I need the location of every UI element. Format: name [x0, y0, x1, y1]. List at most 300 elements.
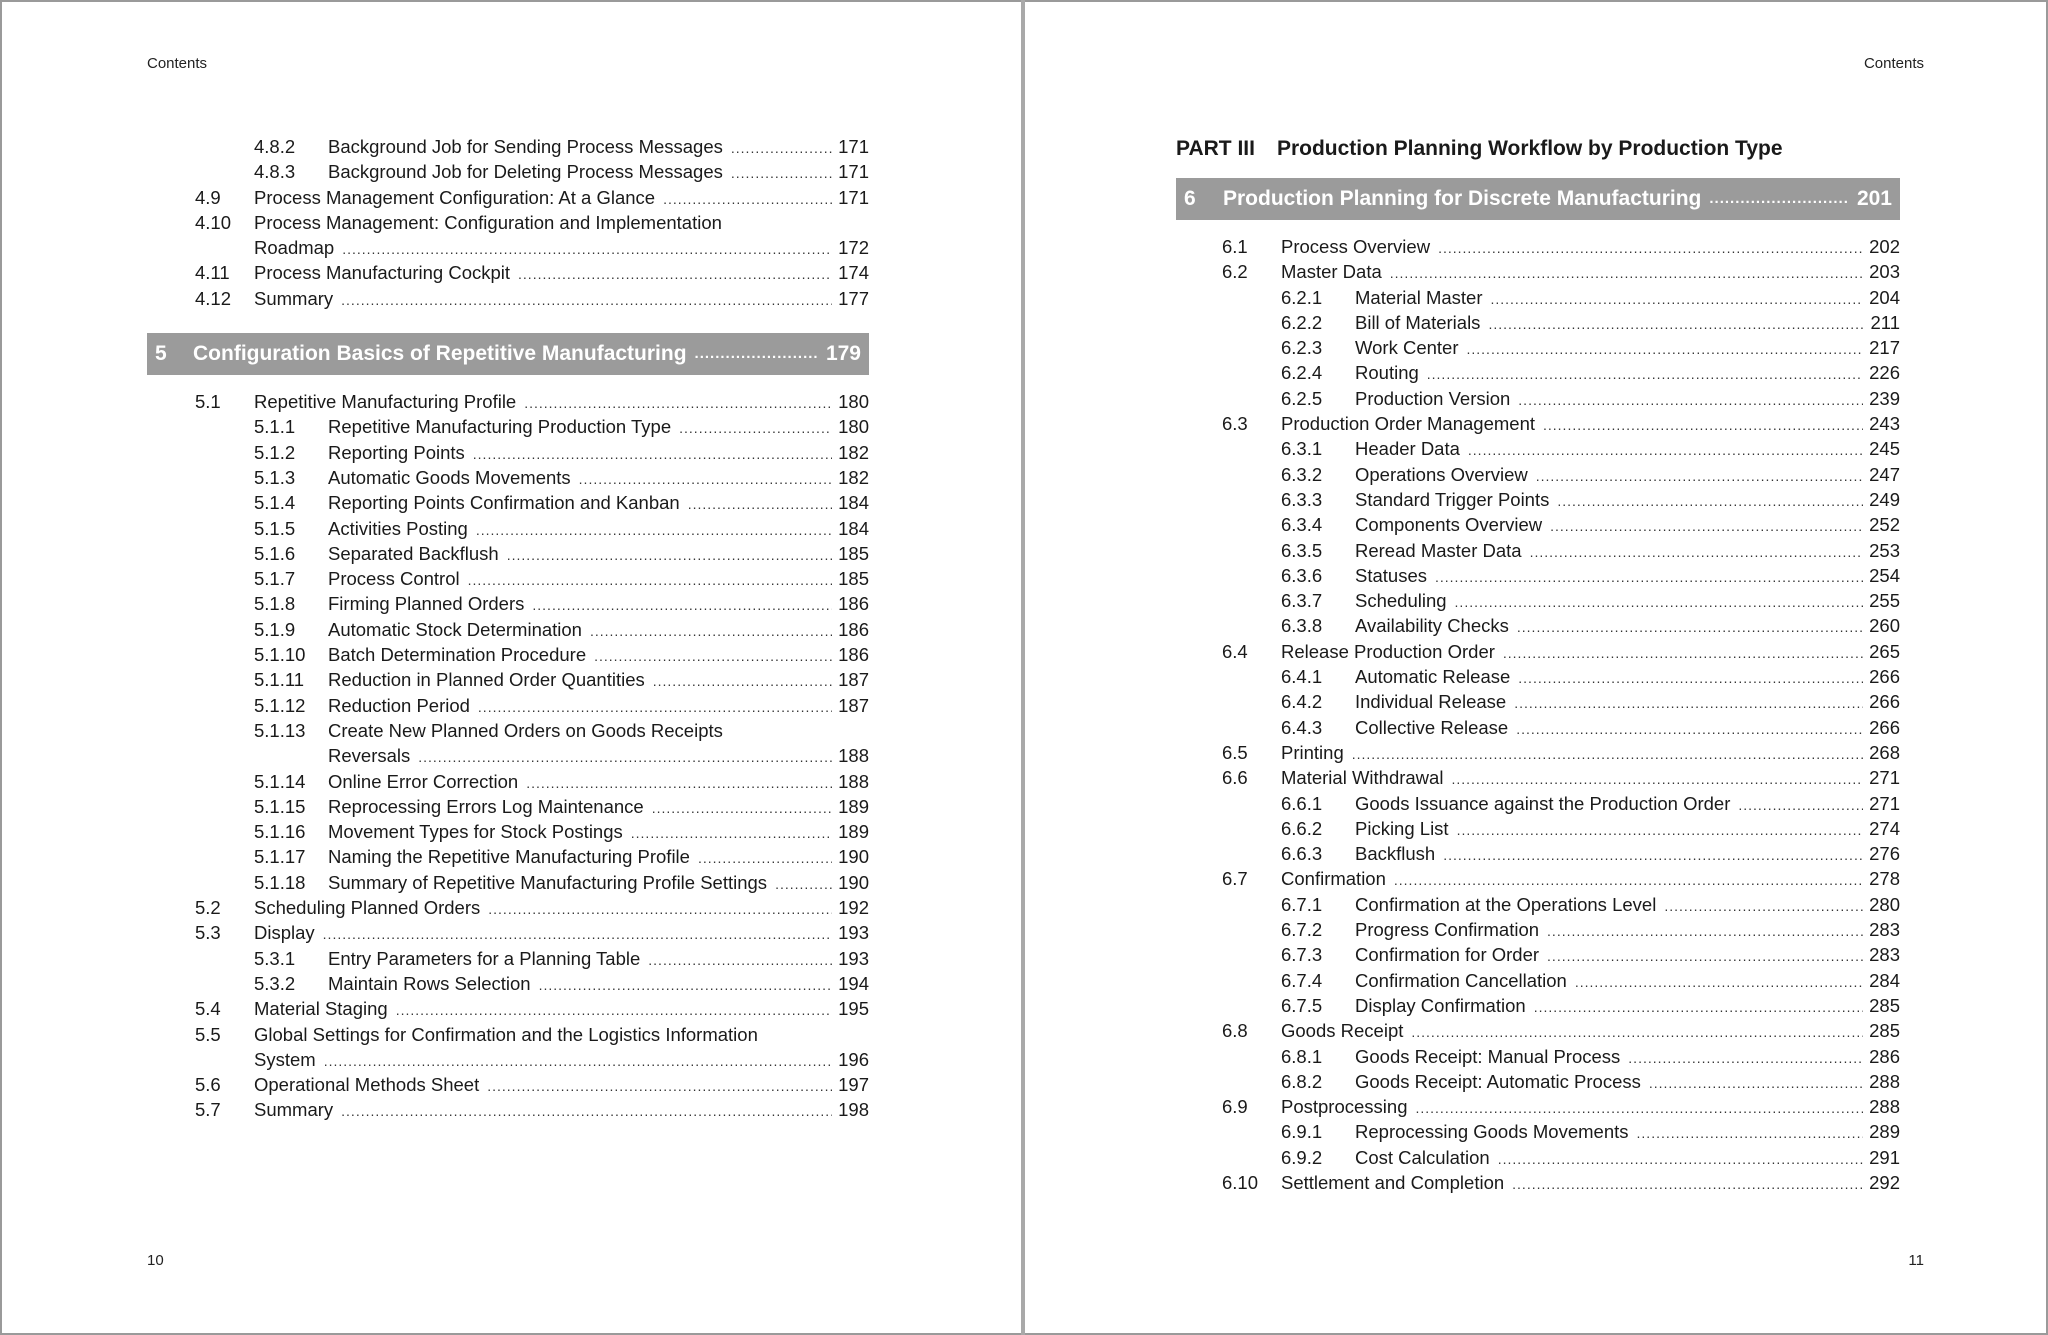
entry-page: 255 — [1869, 590, 1900, 612]
entry-number: 6.6 — [1222, 767, 1248, 789]
dot-leader — [1637, 1121, 1864, 1146]
entry-page: 266 — [1869, 666, 1900, 688]
entry-page: 203 — [1869, 261, 1900, 283]
entry-title: Goods Receipt: Automatic Process — [1355, 1070, 1641, 1092]
entry-number: 5.4 — [195, 998, 221, 1020]
entry-number: 4.11 — [195, 262, 230, 284]
dot-leader — [1557, 489, 1863, 514]
dot-leader — [1443, 843, 1863, 868]
part-label: PART III — [1176, 137, 1255, 160]
chapter-number: 5 — [155, 342, 167, 366]
entry-title: Process Management Configuration: At a Glance — [254, 186, 656, 208]
toc-entry[interactable] — [1176, 613, 1900, 638]
entry-page: 266 — [1869, 691, 1900, 713]
dot-leader — [532, 593, 832, 618]
entry-number: 6.9.1 — [1281, 1121, 1323, 1143]
toc-entry[interactable] — [147, 844, 869, 869]
entry-page: 265 — [1869, 640, 1900, 662]
page-number: 11 — [1908, 1252, 1924, 1269]
entry-page: 292 — [1869, 1171, 1900, 1193]
toc-entry[interactable] — [1176, 436, 1900, 461]
entry-title: Separated Backflush — [328, 542, 499, 564]
dot-leader — [539, 973, 833, 998]
entry-title: Routing — [1355, 362, 1419, 384]
entry-number: 5.1.9 — [254, 618, 296, 640]
toc-entry[interactable] — [1176, 1044, 1900, 1069]
entry-number: 6.6.2 — [1281, 817, 1323, 839]
entry-number: 6.4.3 — [1281, 716, 1323, 738]
entry-title: Operational Methods Sheet — [254, 1074, 480, 1096]
entry-title: Process Management: Configuration and Implementation — [254, 211, 722, 233]
entry-title: Online Error Correction — [328, 770, 519, 792]
toc-entry[interactable] — [147, 1072, 869, 1097]
entry-page: 226 — [1869, 362, 1900, 384]
toc-entry[interactable] — [147, 465, 869, 490]
left-page — [0, 0, 1023, 1335]
entry-page: 289 — [1869, 1121, 1900, 1143]
entry-number: 5.1.10 — [254, 644, 306, 666]
toc-entry[interactable] — [147, 1097, 869, 1122]
entry-number: 6.2.3 — [1281, 337, 1323, 359]
entry-title: Summary — [254, 1099, 334, 1121]
chapter-heading[interactable] — [1176, 178, 1900, 220]
dot-leader — [488, 897, 832, 922]
entry-page: 197 — [838, 1074, 869, 1096]
entry-page: 285 — [1869, 994, 1900, 1016]
toc-entry[interactable] — [147, 870, 869, 895]
entry-title: Activities Posting — [328, 517, 468, 539]
right-page — [1025, 0, 2048, 1335]
toc-entry[interactable] — [147, 210, 869, 235]
dot-leader — [652, 796, 832, 821]
chapter-title: Production Planning for Discrete Manufacturing — [1223, 187, 1702, 210]
dot-leader — [1738, 793, 1863, 818]
toc-entry[interactable] — [1176, 765, 1900, 790]
entry-page: 198 — [838, 1099, 869, 1121]
toc-left — [147, 134, 869, 1123]
toc-entry[interactable] — [147, 693, 869, 718]
dot-leader — [1390, 261, 1863, 286]
entry-number: 5.1.6 — [254, 542, 296, 564]
entry-number: 4.9 — [195, 186, 221, 208]
dot-leader — [1468, 438, 1863, 463]
toc-entry[interactable] — [1176, 816, 1900, 841]
entry-page: 243 — [1869, 413, 1900, 435]
entry-page: 195 — [838, 998, 869, 1020]
entry-page: 217 — [1869, 337, 1900, 359]
dot-leader — [1394, 868, 1863, 893]
dot-leader — [341, 288, 832, 313]
dot-leader — [579, 467, 832, 492]
toc-entry[interactable] — [147, 895, 869, 920]
entry-title: Process Control — [328, 568, 460, 590]
entry-page: 171 — [838, 186, 869, 208]
dot-leader — [1514, 691, 1863, 716]
toc-entry[interactable] — [1176, 285, 1900, 310]
toc-entry[interactable] — [147, 1047, 869, 1072]
entry-title: Create New Planned Orders on Goods Receipts — [328, 719, 723, 741]
entry-page: 193 — [838, 947, 869, 969]
toc-entry[interactable] — [1176, 538, 1900, 563]
entry-page: 182 — [838, 466, 869, 488]
dot-leader — [1435, 565, 1863, 590]
toc-entry[interactable] — [147, 617, 869, 642]
dot-leader — [1547, 944, 1863, 969]
entry-title: Postprocessing — [1281, 1096, 1408, 1118]
entry-title: Process Manufacturing Cockpit — [254, 262, 511, 284]
dot-leader — [1455, 590, 1864, 615]
entry-title: Automatic Stock Determination — [328, 618, 582, 640]
dot-leader — [698, 846, 832, 871]
toc-entry[interactable] — [1176, 715, 1900, 740]
entry-title: Scheduling Planned Orders — [254, 897, 481, 919]
toc-entry[interactable] — [147, 946, 869, 971]
entry-number: 6.4.2 — [1281, 691, 1323, 713]
entry-title: Naming the Repetitive Manufacturing Profile — [328, 846, 690, 868]
entry-number: 5.1.4 — [254, 492, 296, 514]
entry-page: 252 — [1869, 514, 1900, 536]
dot-leader — [1498, 1147, 1863, 1172]
toc-entry[interactable] — [147, 667, 869, 692]
entry-number: 6.9 — [1222, 1096, 1248, 1118]
toc-entry[interactable] — [1176, 1069, 1900, 1094]
toc-entry[interactable] — [147, 389, 869, 414]
entry-number: 6.3.5 — [1281, 539, 1323, 561]
entry-page: 245 — [1869, 438, 1900, 460]
dot-leader — [1352, 742, 1863, 767]
entry-title: Material Master — [1355, 286, 1483, 308]
toc-right — [1176, 134, 1900, 1195]
toc-entry[interactable] — [147, 718, 869, 743]
toc-entry[interactable] — [1176, 1119, 1900, 1144]
toc-entry[interactable] — [147, 1022, 869, 1047]
entry-title: Automatic Release — [1355, 666, 1511, 688]
entry-page: 189 — [838, 795, 869, 817]
dot-leader — [1488, 312, 1864, 337]
toc-entry[interactable] — [1176, 942, 1900, 967]
entry-title: Process Overview — [1281, 236, 1431, 257]
entry-title: Scheduling — [1355, 590, 1447, 612]
entry-number: 6.7.2 — [1281, 919, 1323, 941]
toc-entry[interactable] — [147, 769, 869, 794]
entry-title: Firming Planned Orders — [328, 593, 525, 615]
dot-leader — [775, 872, 832, 897]
dot-leader — [688, 492, 832, 517]
entry-title: Global Settings for Confirmation and the Logistics Information — [254, 1023, 758, 1045]
toc-entry[interactable] — [147, 971, 869, 996]
entry-title: Repetitive Manufacturing Production Type — [328, 416, 672, 438]
entry-title: Goods Receipt: Manual Process — [1355, 1045, 1621, 1067]
entry-title: Production Version — [1355, 387, 1511, 409]
toc-entry[interactable] — [1176, 411, 1900, 436]
entry-number: 5.5 — [195, 1023, 221, 1045]
toc-entry[interactable] — [147, 591, 869, 616]
entry-number: 5.1.17 — [254, 846, 306, 868]
entry-number: 6.10 — [1222, 1171, 1259, 1193]
toc-entry[interactable] — [147, 235, 869, 260]
entry-page: 186 — [838, 644, 869, 666]
toc-entry[interactable] — [1176, 841, 1900, 866]
dot-leader — [731, 136, 832, 161]
entry-page: 239 — [1869, 387, 1900, 409]
entry-number: 6.6.1 — [1281, 792, 1323, 814]
entry-page: 192 — [838, 897, 869, 919]
entry-title: Reprocessing Goods Movements — [1355, 1121, 1629, 1143]
toc-entry[interactable] — [1176, 1018, 1900, 1043]
entry-title: Repetitive Manufacturing Profile — [254, 391, 517, 413]
toc-entry[interactable] — [1176, 639, 1900, 664]
entry-title: Display Confirmation — [1355, 994, 1526, 1016]
entry-number: 6.2.2 — [1281, 311, 1323, 333]
entry-page: 184 — [838, 517, 869, 539]
toc-entry[interactable] — [1176, 335, 1900, 360]
dot-leader — [1575, 970, 1863, 995]
entry-page: 286 — [1869, 1045, 1900, 1067]
entry-page: 291 — [1869, 1146, 1900, 1168]
entry-title: Master Data — [1281, 261, 1382, 283]
entry-number: 5.1.2 — [254, 441, 296, 463]
toc-entry[interactable] — [1176, 689, 1900, 714]
entry-number: 5.3.2 — [254, 972, 296, 994]
toc-entry[interactable] — [147, 642, 869, 667]
entry-number: 6.3 — [1222, 413, 1248, 435]
page-number: 10 — [147, 1252, 164, 1269]
entry-number: 6.7.3 — [1281, 944, 1323, 966]
entry-number: 5.1.14 — [254, 770, 306, 792]
entry-title: Reporting Points Confirmation and Kanban — [328, 492, 680, 514]
entry-title: Individual Release — [1355, 691, 1507, 713]
chapter-heading[interactable] — [147, 333, 869, 375]
entry-page: 189 — [838, 821, 869, 843]
dot-leader — [526, 771, 832, 796]
entry-number: 5.1 — [195, 391, 221, 413]
toc-entry[interactable] — [147, 185, 869, 210]
entry-title: Summary — [254, 287, 334, 309]
entry-page: 188 — [838, 770, 869, 792]
entry-number: 5.1.16 — [254, 821, 306, 843]
entry-number: 5.2 — [195, 897, 221, 919]
entry-page: 276 — [1869, 843, 1900, 865]
entry-number: 6.2.1 — [1281, 286, 1323, 308]
dot-leader — [653, 669, 832, 694]
toc-entry[interactable] — [1176, 563, 1900, 588]
dot-leader — [1543, 413, 1863, 438]
toc-entry[interactable] — [1176, 512, 1900, 537]
dot-leader — [487, 1074, 832, 1099]
entry-title: Material Withdrawal — [1281, 767, 1444, 789]
entry-page: 171 — [838, 161, 869, 183]
entry-page: 254 — [1869, 564, 1900, 586]
entry-title: Work Center — [1355, 337, 1459, 359]
dot-leader — [1628, 1046, 1863, 1071]
entry-title: Confirmation for Order — [1355, 944, 1540, 966]
dot-leader — [731, 161, 832, 186]
dot-leader — [1427, 362, 1863, 387]
entry-page: 283 — [1869, 944, 1900, 966]
entry-page: 186 — [838, 593, 869, 615]
entry-number: 6.3.1 — [1281, 438, 1323, 460]
entry-page: 283 — [1869, 919, 1900, 941]
part-title: Production Planning Workflow by Production Type — [1276, 137, 1783, 160]
toc-entry[interactable] — [147, 440, 869, 465]
toc-entry[interactable] — [147, 286, 869, 311]
entry-number: 5.1.1 — [254, 416, 296, 438]
dot-leader — [468, 568, 833, 593]
entry-number: 5.1.12 — [254, 694, 306, 716]
dot-leader — [478, 695, 832, 720]
entry-title: Background Job for Deleting Process Messages — [328, 161, 723, 183]
entry-title: Automatic Goods Movements — [328, 466, 571, 488]
entry-page: 171 — [838, 136, 869, 157]
toc-entry[interactable] — [1176, 866, 1900, 891]
entry-title: Release Production Order — [1281, 640, 1495, 662]
toc-entry[interactable] — [147, 541, 869, 566]
entry-page: 187 — [838, 694, 869, 716]
entry-number: 6.3.8 — [1281, 615, 1323, 637]
entry-title: System — [254, 1048, 316, 1070]
entry-number: 4.8.2 — [254, 136, 296, 157]
entry-page: 185 — [838, 542, 869, 564]
dot-leader — [323, 922, 832, 947]
entry-page: 278 — [1869, 868, 1900, 890]
entry-title: Printing — [1281, 741, 1344, 763]
toc-entry[interactable] — [1176, 234, 1900, 259]
toc-entry[interactable] — [1176, 740, 1900, 765]
toc-entry[interactable] — [1176, 487, 1900, 512]
dot-leader — [1503, 641, 1863, 666]
entry-title: Statuses — [1355, 564, 1427, 586]
entry-number: 6.8 — [1222, 1020, 1248, 1042]
toc-entry[interactable] — [1176, 1145, 1900, 1170]
entry-title: Batch Determination Procedure — [328, 644, 587, 666]
entry-page: 186 — [838, 618, 869, 640]
dot-leader — [1457, 818, 1864, 843]
entry-number: 6.3.6 — [1281, 564, 1323, 586]
toc-entry[interactable] — [147, 260, 869, 285]
entry-number: 5.1.5 — [254, 517, 296, 539]
toc-entry[interactable] — [1176, 386, 1900, 411]
toc-entries-top — [147, 134, 869, 311]
toc-entry[interactable] — [1176, 892, 1900, 917]
entry-title: Backflush — [1355, 843, 1436, 865]
toc-entry[interactable] — [1176, 791, 1900, 816]
entry-title: Roadmap — [254, 237, 335, 259]
dot-leader — [342, 237, 832, 262]
toc-entry[interactable] — [147, 516, 869, 541]
entry-number: 6.7.1 — [1281, 893, 1323, 915]
dot-leader — [507, 543, 832, 568]
entry-title: Maintain Rows Selection — [328, 972, 531, 994]
entry-page: 180 — [838, 416, 869, 438]
entry-title: Reread Master Data — [1355, 539, 1522, 561]
entry-page: 271 — [1869, 792, 1900, 814]
entry-page: 211 — [1870, 311, 1900, 333]
entry-page: 180 — [838, 391, 869, 413]
entry-number: 6.3.4 — [1281, 514, 1323, 536]
entry-number: 6.2.4 — [1281, 362, 1323, 384]
entry-number: 5.1.18 — [254, 871, 306, 893]
entry-number: 5.1.8 — [254, 593, 296, 615]
entry-number: 6.7.5 — [1281, 994, 1323, 1016]
toc-entry[interactable] — [147, 134, 869, 159]
entry-page: 280 — [1869, 893, 1900, 915]
entry-number: 5.7 — [195, 1099, 221, 1121]
toc-entry[interactable] — [1176, 917, 1900, 942]
running-head: Contents — [147, 55, 208, 72]
dot-leader — [1534, 995, 1863, 1020]
entry-page: 260 — [1869, 615, 1900, 637]
toc-entry[interactable] — [1176, 462, 1900, 487]
entry-number: 6.5 — [1222, 741, 1248, 763]
entry-title: Reporting Points — [328, 441, 465, 463]
running-head: Contents — [1863, 55, 1924, 72]
entry-title: Operations Overview — [1355, 463, 1528, 485]
dot-leader — [1518, 666, 1863, 691]
entry-number: 6.3.2 — [1281, 463, 1323, 485]
dot-leader — [524, 391, 832, 416]
entry-page: 182 — [838, 441, 869, 463]
toc-entry[interactable] — [147, 794, 869, 819]
entry-title: Reversals — [328, 745, 411, 767]
chapter-page: 201 — [1856, 187, 1892, 210]
entry-page: 187 — [838, 669, 869, 691]
entry-title: Reduction in Planned Order Quantities — [328, 669, 645, 691]
toc-entry[interactable] — [147, 743, 869, 768]
entry-number: 5.1.15 — [254, 795, 306, 817]
dot-leader — [518, 262, 832, 287]
entry-page: 184 — [838, 492, 869, 514]
dot-leader — [590, 619, 832, 644]
entry-number: 6.3.3 — [1281, 488, 1323, 510]
toc-entry[interactable] — [1176, 360, 1900, 385]
toc-entry[interactable] — [147, 920, 869, 945]
toc-entry[interactable] — [147, 996, 869, 1021]
toc-entry[interactable] — [1176, 1094, 1900, 1119]
toc-entry[interactable] — [147, 414, 869, 439]
entry-number: 6.3.7 — [1281, 590, 1323, 612]
toc-entry[interactable] — [147, 490, 869, 515]
entry-page: 190 — [838, 871, 869, 893]
entry-number: 6.8.1 — [1281, 1045, 1323, 1067]
toc-entry[interactable] — [147, 819, 869, 844]
entry-title: Entry Parameters for a Planning Table — [328, 947, 641, 969]
toc-entry[interactable] — [147, 566, 869, 591]
entry-title: Summary of Repetitive Manufacturing Profile Settings — [328, 871, 768, 893]
dot-leader — [1490, 287, 1863, 312]
dot-leader — [1512, 1172, 1863, 1197]
toc-entry[interactable] — [1176, 588, 1900, 613]
toc-entry[interactable] — [147, 159, 869, 184]
toc-entry[interactable] — [1176, 1170, 1900, 1195]
toc-entry[interactable] — [1176, 968, 1900, 993]
dot-leader — [476, 518, 832, 543]
dot-leader — [648, 948, 832, 973]
dot-leader — [1411, 1020, 1863, 1045]
toc-entry[interactable] — [1176, 993, 1900, 1018]
entry-page: 202 — [1869, 236, 1900, 257]
toc-entry[interactable] — [1176, 664, 1900, 689]
entry-page: 247 — [1869, 463, 1900, 485]
entry-title: Header Data — [1355, 438, 1460, 460]
dot-leader — [1547, 919, 1863, 944]
toc-entry[interactable] — [1176, 259, 1900, 284]
entry-number: 6.6.3 — [1281, 843, 1323, 865]
toc-entry[interactable] — [1176, 310, 1900, 335]
dot-leader — [631, 821, 832, 846]
dot-leader — [695, 333, 818, 375]
entry-number: 6.7 — [1222, 868, 1248, 890]
dot-leader — [663, 187, 832, 212]
